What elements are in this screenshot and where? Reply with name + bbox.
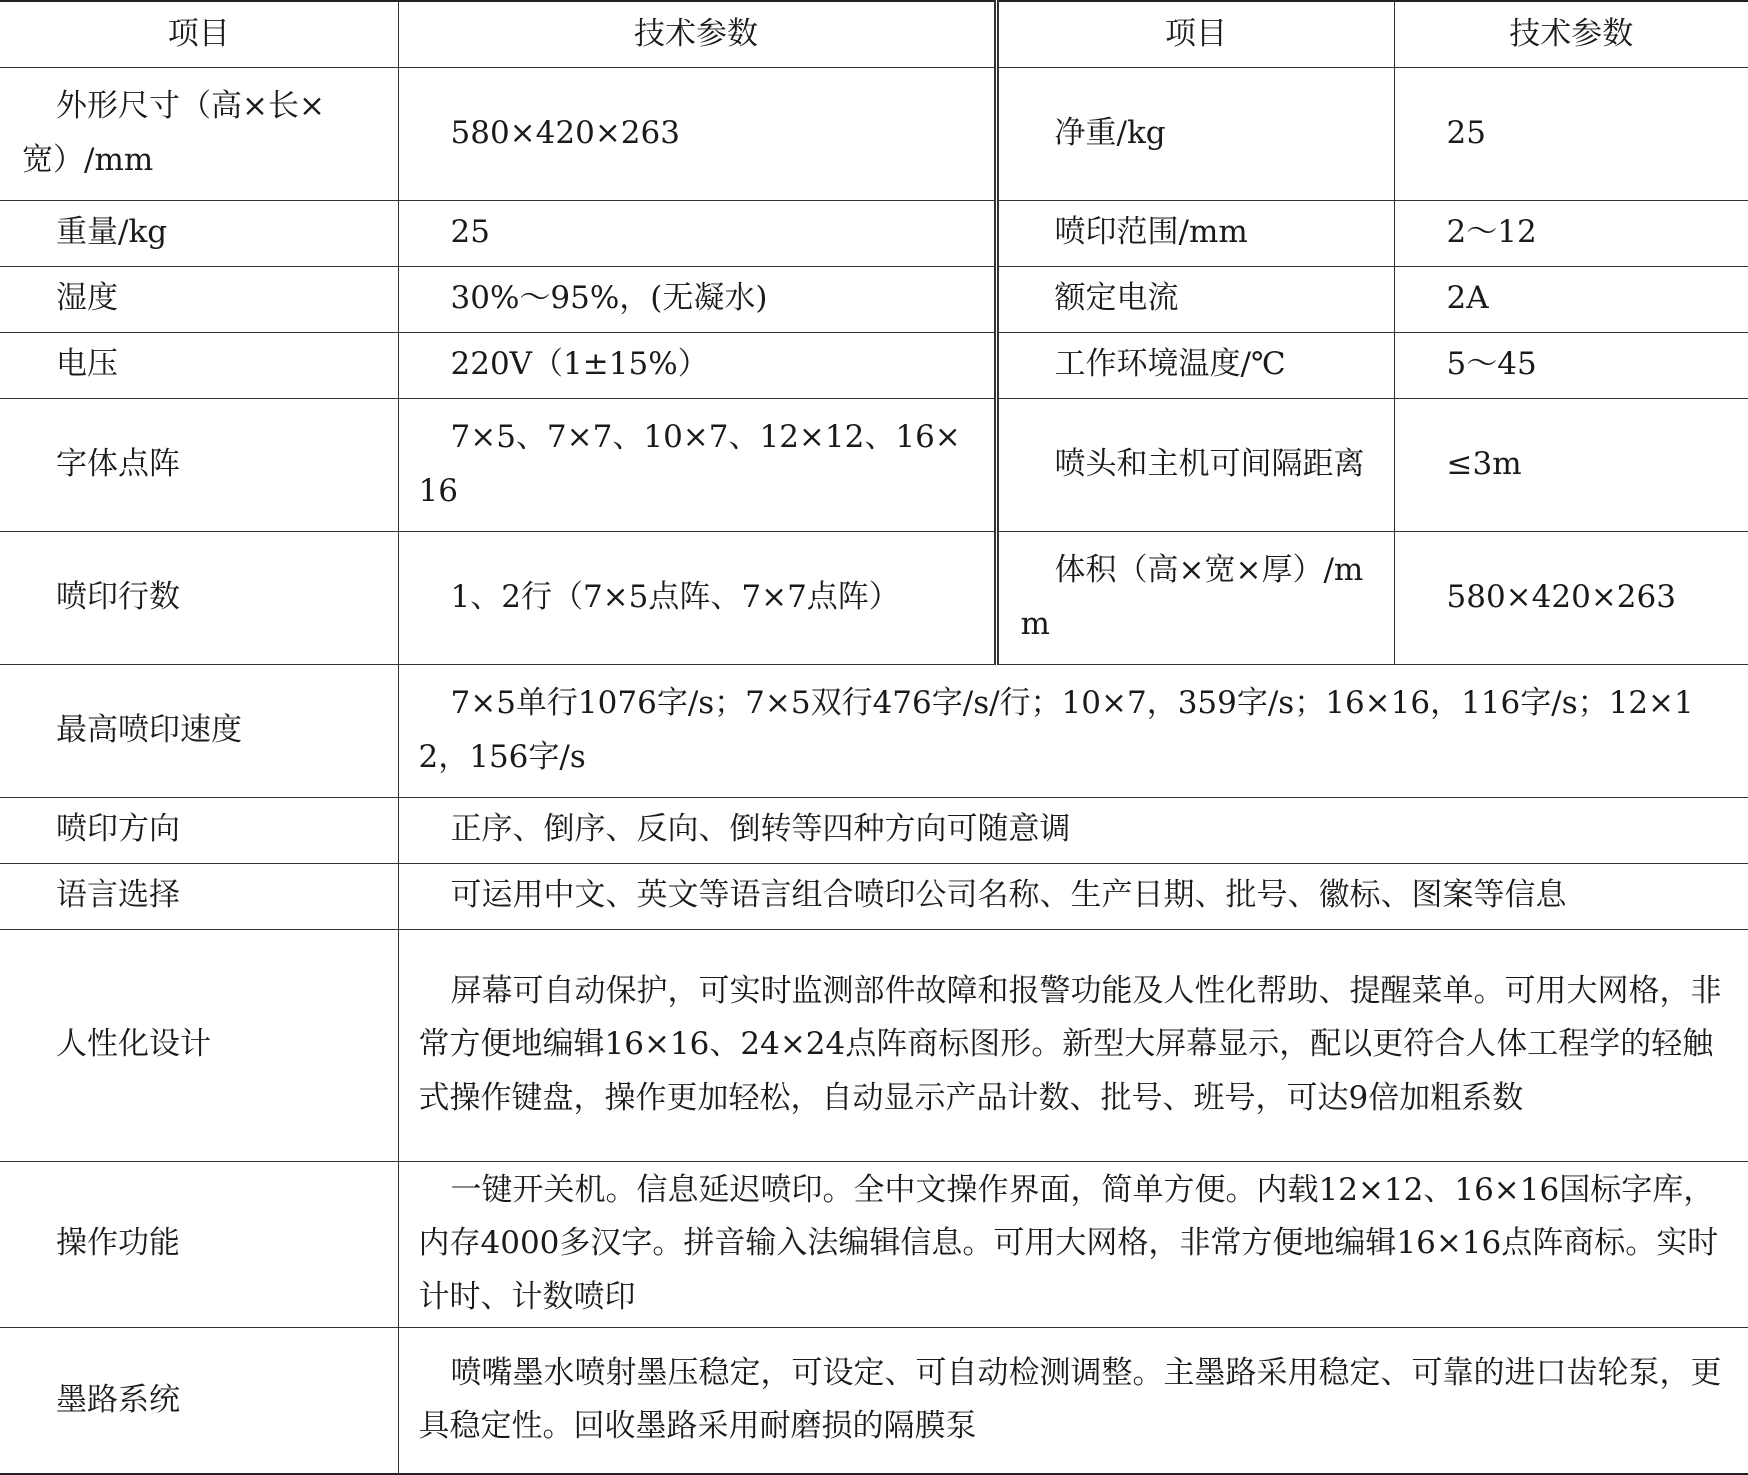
row-value-right: ≤3m [1394, 398, 1748, 531]
row-item: 墨路系统 [0, 1327, 398, 1474]
row-value-right: 2A [1394, 266, 1748, 332]
row-value-left: 7×5、7×7、10×7、12×12、16×16 [398, 398, 996, 531]
row-value: 7×5单行1076字/s；7×5双行476字/s/行；10×7，359字/s；16×16，116字/s；12×12，156字/s [398, 664, 1748, 797]
row-item-right: 净重/kg [996, 67, 1394, 200]
row-item-right: 体积（高×宽×厚）/mm [996, 531, 1394, 664]
row-value-left: 25 [398, 200, 996, 266]
row-item-left: 字体点阵 [0, 398, 398, 531]
table-row [0, 1161, 1748, 1327]
row-item-left: 重量/kg [0, 200, 398, 266]
row-item-left: 湿度 [0, 266, 398, 332]
table-row [0, 332, 1748, 398]
row-item: 语言选择 [0, 863, 398, 929]
row-value-right: 5～45 [1394, 332, 1748, 398]
table-row [0, 266, 1748, 332]
table-row [0, 863, 1748, 929]
row-item: 最高喷印速度 [0, 664, 398, 797]
header-param-left: 技术参数 [398, 1, 996, 67]
row-value-right: 580×420×263 [1394, 531, 1748, 664]
row-value-left: 1、2行（7×5点阵、7×7点阵） [398, 531, 996, 664]
table-row [0, 1327, 1748, 1474]
row-value-right: 2～12 [1394, 200, 1748, 266]
row-item: 操作功能 [0, 1161, 398, 1327]
table-row [0, 398, 1748, 531]
row-item: 人性化设计 [0, 929, 398, 1161]
header-item-right: 项目 [996, 1, 1394, 67]
header-param-right: 技术参数 [1394, 1, 1748, 67]
row-item-right: 工作环境温度/℃ [996, 332, 1394, 398]
row-item: 喷印方向 [0, 797, 398, 863]
table-row [0, 200, 1748, 266]
row-value: 正序、倒序、反向、倒转等四种方向可随意调 [398, 797, 1748, 863]
table-row [0, 929, 1748, 1161]
row-value: 可运用中文、英文等语言组合喷印公司名称、生产日期、批号、徽标、图案等信息 [398, 863, 1748, 929]
row-value: 一键开关机。信息延迟喷印。全中文操作界面，简单方便。内载12×12、16×16国标字库，内存4000多汉字。拼音输入法编辑信息。可用大网格，非常方便地编辑16×16点阵商标。实时计时、计数喷印 [398, 1161, 1748, 1327]
row-value-left: 30%～95%，(无凝水) [398, 266, 996, 332]
table-row [0, 797, 1748, 863]
table-row [0, 531, 1748, 664]
row-item-right: 喷头和主机可间隔距离 [996, 398, 1394, 531]
row-item-left: 外形尺寸（高×长×宽）/mm [0, 67, 398, 200]
row-value: 屏幕可自动保护，可实时监测部件故障和报警功能及人性化帮助、提醒菜单。可用大网格，非常方便地编辑16×16、24×24点阵商标图形。新型大屏幕显示，配以更符合人体工程学的轻触式操作键盘，操作更加轻松，自动显示产品计数、批号、班号，可达9倍加粗系数 [398, 929, 1748, 1161]
row-item-left: 电压 [0, 332, 398, 398]
row-item-right: 额定电流 [996, 266, 1394, 332]
header-row [0, 1, 1748, 67]
row-item-right: 喷印范围/mm [996, 200, 1394, 266]
row-item-left: 喷印行数 [0, 531, 398, 664]
row-value-right: 25 [1394, 67, 1748, 200]
table-row [0, 67, 1748, 200]
header-item-left: 项目 [0, 1, 398, 67]
row-value: 喷嘴墨水喷射墨压稳定，可设定、可自动检测调整。主墨路采用稳定、可靠的进口齿轮泵，更具稳定性。回收墨路采用耐磨损的隔膜泵 [398, 1327, 1748, 1474]
row-value-left: 220V（1±15%） [398, 332, 996, 398]
table-row [0, 664, 1748, 797]
row-value-left: 580×420×263 [398, 67, 996, 200]
